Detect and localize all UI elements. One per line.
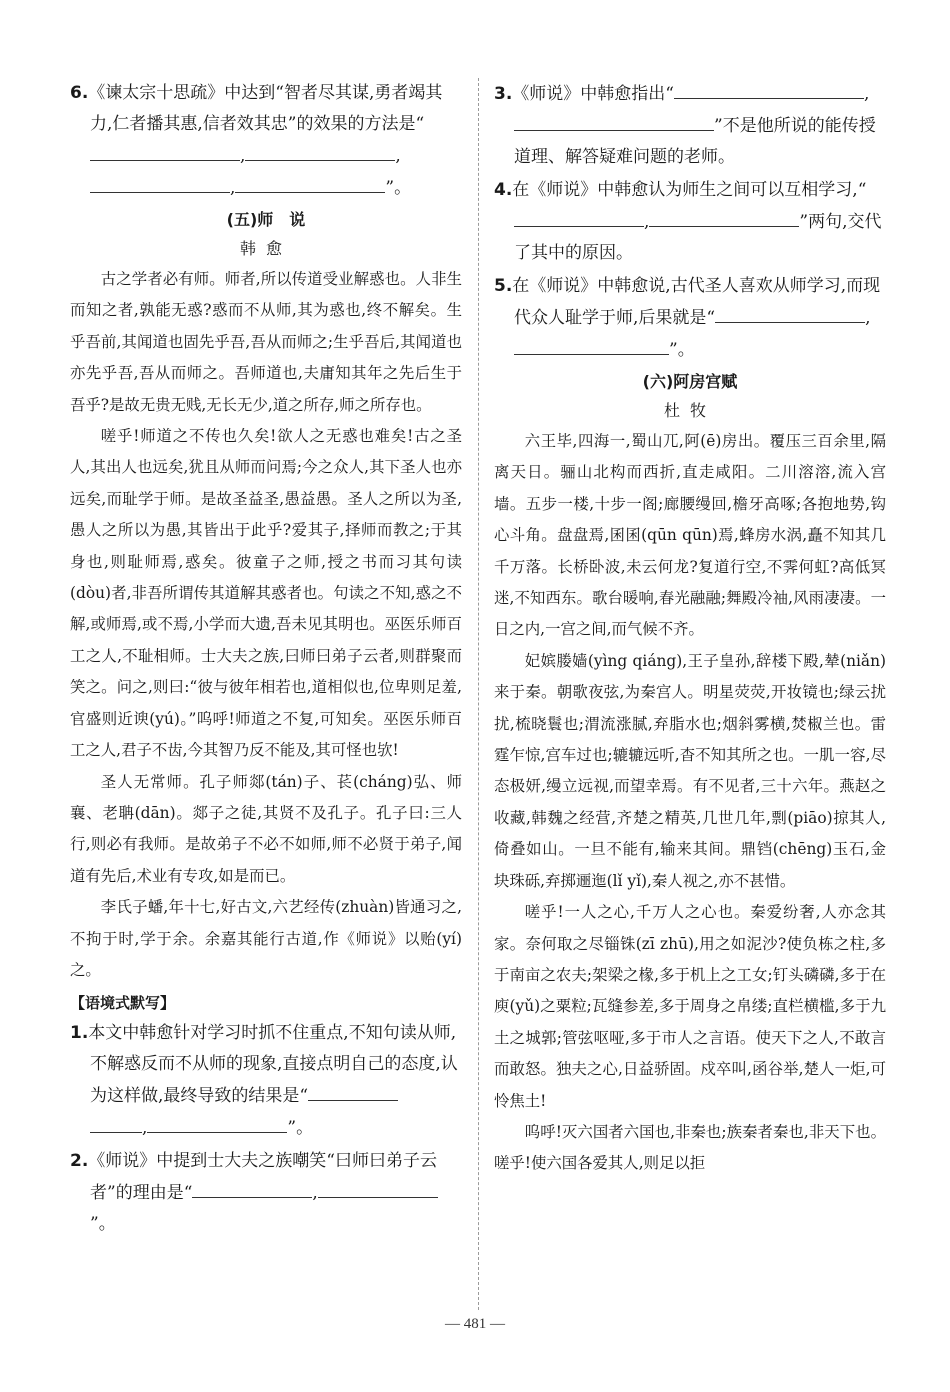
- answer-blank[interactable]: [90, 172, 230, 193]
- question-number: 1.: [70, 1023, 89, 1044]
- answer-blank[interactable]: [715, 302, 865, 323]
- answer-blank[interactable]: [192, 1177, 312, 1198]
- left-column: [70, 78, 462, 1242]
- question-number: 6.: [70, 83, 89, 103]
- question-number: 5.: [494, 276, 513, 296]
- paragraph: 六王毕,四海一,蜀山兀,阿(ē)房出。覆压三百余里,隔离天日。骊山北构而西折,直走咸阳。二川溶溶,流入宫墙。五步一楼,十步一阁;廊腰缦回,檐牙高啄;各抱地势,钩心斗角。盘盘焉,囷囷(qūn qūn)焉,蜂房水涡,矗不知其几千万落。长桥卧波,未云何龙?复道行空,不霁何虹?高低冥迷,不知西东。歌台暖响,春光融融;舞殿冷袖,风雨凄凄。一日之内,一宫之间,而气候不齐。: [494, 432, 886, 639]
- section-title: (六)阿房宫赋: [642, 372, 738, 391]
- question-3: 3.《师说》中韩愈指出“ , ”不是他所说的能传授道理、解答疑难问题的老师。: [494, 78, 886, 173]
- answer-blank[interactable]: [235, 172, 385, 193]
- column-divider: [478, 78, 479, 1310]
- answer-blank[interactable]: [308, 1080, 398, 1101]
- answer-blank[interactable]: [674, 78, 864, 99]
- answer-blank[interactable]: [90, 1112, 142, 1133]
- question-text: 本文中韩愈针对学习时抓不住重点,不知句读从师,不解惑反而不从师的现象,直接点明自己的态度,认为这样做,最终导致的结果是“: [88, 1023, 458, 1107]
- question-number: 2.: [70, 1151, 89, 1172]
- section-title: (五)师 说: [226, 210, 306, 229]
- question-text: 《师说》中提到士大夫之族嘲笑“曰师曰弟子云者”的理由是“: [88, 1151, 437, 1204]
- question-1: 1.本文中韩愈针对学习时抓不住重点,不知句读从师,不解惑反而不从师的现象,直接点明自己的态度,认为这样做,最终导致的结果是“ , ”。: [70, 1023, 458, 1139]
- question-text: 《谏太宗十思疏》中达到“智者尽其谋,勇者竭其力,仁者播其惠,信者效其忠”的效果的方法是“: [88, 83, 443, 134]
- answer-blank[interactable]: [514, 206, 644, 227]
- question-number: 4.: [494, 180, 513, 200]
- answer-blank[interactable]: [649, 206, 799, 227]
- paragraph: 嗟乎!师道之不传也久矣!欲人之无惑也难矣!古之圣人,其出人也远矣,犹且从师而问焉;今之众人,其下圣人也亦远矣,而耻学于师。是故圣益圣,愚益愚。圣人之所以为圣,愚人之所以为愚,其皆出于此乎?爱其子,择师而教之;于其身也,则耻师焉,惑矣。彼童子之师,授之书而习其句读(dòu)者,非吾所谓传其道解其惑者也。句读之不知,惑之不解,或师焉,或不焉,小学而大遗,吾未见其明也。巫医乐师百工之人,不耻相师。士大夫之族,曰师曰弟子云者,则群聚而笑之。问之,则曰:“彼与彼年相若也,道相似也,位卑则足羞,官盛则近谀(yú)。”呜呼!师道之不复,可知矣。巫医乐师百工之人,君子不齿,今其智乃反不能及,其可怪也欤!: [70, 427, 462, 760]
- dictation-section-title: 【语境式默写】: [70, 994, 176, 1013]
- question-number: 3.: [494, 84, 513, 104]
- question-text: 在《师说》中韩愈说,古代圣人喜欢从师学习,而现代众人耻学于师,后果就是“: [512, 276, 881, 328]
- question-2: 2.《师说》中提到士大夫之族嘲笑“曰师曰弟子云者”的理由是“ ,”。: [70, 1151, 437, 1235]
- paragraph: 妃嫔媵嫱(yìng qiáng),王子皇孙,辞楼下殿,辇(niǎn)来于秦。朝歌夜弦,为秦宫人。明星荧荧,开妆镜也;绿云扰扰,梳晓鬟也;渭流涨腻,弃脂水也;烟斜雾横,焚椒兰也。雷霆乍惊,宫车过也;辘辘远听,杳不知其所之也。一肌一容,尽态极妍,缦立远视,而望幸焉。有不见者,三十六年。燕赵之收藏,韩魏之经营,齐楚之精英,几世几年,剽(piāo)掠其人,倚叠如山。一旦不能有,输来其间。鼎铛(chēng)玉石,金块珠砾,弃掷逦迤(lǐ yǐ),秦人视之,亦不甚惜。: [494, 651, 886, 890]
- answer-blank[interactable]: [245, 140, 395, 161]
- question-6: 6.《谏太宗十思疏》中达到“智者尽其谋,勇者竭其力,仁者播其惠,信者效其忠”的效果的方法是“, , , ”。: [70, 83, 443, 198]
- question-text: 在《师说》中韩愈认为师生之间可以互相学习,“: [512, 180, 867, 200]
- paragraph: 李氏子蟠,年十七,好古文,六艺经传(zhuàn)皆通习之,不拘于时,学于余。余嘉其能行古道,作《师说》以贻(yí)之。: [70, 898, 462, 979]
- right-column: [494, 78, 886, 1180]
- question-4: 4.在《师说》中韩愈认为师生之间可以互相学习,“, ”两句,交代了其中的原因。: [494, 180, 882, 263]
- paragraph: 圣人无常师。孔子师郯(tán)子、苌(cháng)弘、师襄、老聃(dān)。郯子之徒,其贤不及孔子。孔子曰:三人行,则必有我师。是故弟子不必不如师,师不必贤于弟子,闻道有先后,术业有专攻,如是而已。: [70, 772, 462, 885]
- paragraph: 嗟乎!一人之心,千万人之心也。秦爱纷奢,人亦念其家。奈何取之尽锱铢(zī zhū),用之如泥沙?使负栋之柱,多于南亩之农夫;架梁之椽,多于机上之工女;钉头磷磷,多于在庾(yǔ)之粟粒;瓦缝参差,多于周身之帛缕;直栏横槛,多于九土之城郭;管弦呕哑,多于市人之言语。使天下之人,不敢言而敢怒。独夫之心,日益骄固。戍卒叫,函谷举,楚人一炬,可怜焦土!: [494, 903, 886, 1110]
- author: 杜牧: [663, 401, 716, 420]
- paragraph: 呜呼!灭六国者六国也,非秦也;族秦者秦也,非天下也。嗟乎!使六国各爱其人,则足以拒: [494, 1122, 886, 1173]
- answer-blank[interactable]: [147, 1112, 287, 1133]
- question-text: 《师说》中韩愈指出“: [512, 84, 674, 104]
- answer-blank[interactable]: [514, 334, 669, 355]
- author: 韩愈: [239, 239, 292, 258]
- page-number: — 481 —: [445, 1316, 505, 1332]
- answer-blank[interactable]: [318, 1177, 438, 1198]
- answer-blank[interactable]: [90, 140, 240, 161]
- answer-blank[interactable]: [514, 110, 714, 131]
- question-5: 5.在《师说》中韩愈说,古代圣人喜欢从师学习,而现代众人耻学于师,后果就是“ , ”。: [494, 276, 881, 360]
- paragraph: 古之学者必有师。师者,所以传道受业解惑也。人非生而知之者,孰能无惑?惑而不从师,其为惑也,终不解矣。生乎吾前,其闻道也固先乎吾,吾从而师之;生乎吾后,其闻道也亦先乎吾,吾从而师之。吾师道也,夫庸知其年之先后生于吾乎?是故无贵无贱,无长无少,道之所存,师之所存也。: [70, 270, 462, 414]
